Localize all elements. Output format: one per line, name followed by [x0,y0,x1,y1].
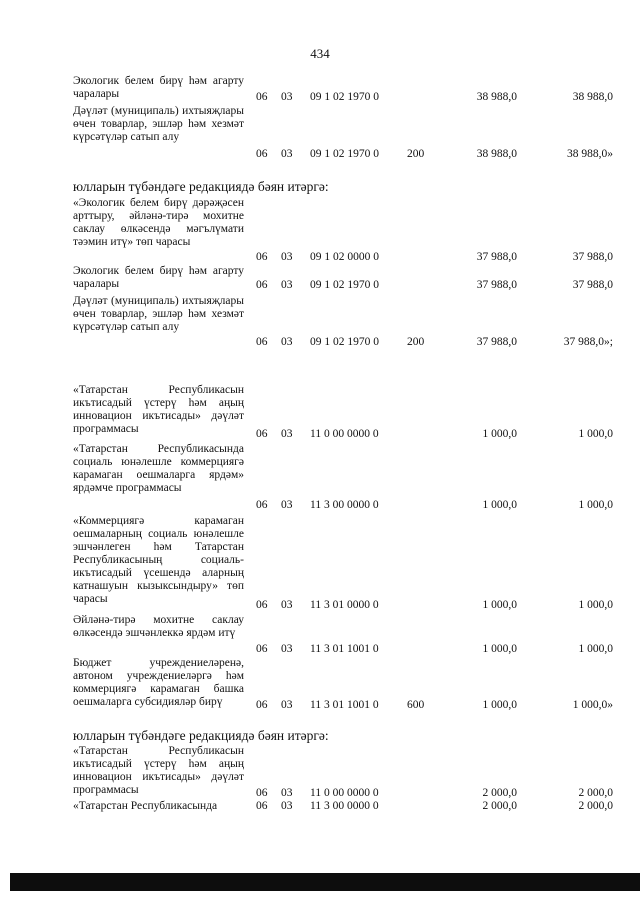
row-section-code: 06 [256,279,268,291]
row-amount-1: 2 000,0 [482,800,517,812]
row-name: «Татарстан Республикасын икътисадый үстерү һәм аңың инновацион икътисады» дәүләт программасы [73,745,244,796]
row-section-code: 06 [256,499,268,511]
row-amount-1: 1 000,0 [482,428,517,440]
row-amount-2: 1 000,0 [578,643,613,655]
row-target-code: 09 1 02 1970 0 [310,279,379,291]
row-section-code: 06 [256,643,268,655]
row-amount-2: 2 000,0 [578,800,613,812]
row-amount-2: 1 000,0 [578,428,613,440]
row-amount-1: 1 000,0 [482,499,517,511]
row-amount-1: 1 000,0 [482,643,517,655]
row-amount-1: 1 000,0 [482,599,517,611]
row-subsection-code: 03 [281,499,293,511]
row-amount-2: 38 988,0» [567,148,613,160]
row-amount-1: 38 988,0 [476,91,517,103]
row-amount-1: 2 000,0 [482,787,517,799]
row-subsection-code: 03 [281,699,293,711]
row-amount-1: 38 988,0 [476,148,517,160]
row-name: Экологик белем бирү һәм агарту чаралары [73,265,244,290]
row-section-code: 06 [256,148,268,160]
row-subsection-code: 03 [281,251,293,263]
row-section-code: 06 [256,251,268,263]
row-amount-1: 37 988,0 [476,251,517,263]
row-subsection-code: 03 [281,428,293,440]
row-name: «Экологик белем бирү дәрәҗәсен арттыру, әйләнә-тирә мохитне саклау өлкәсендә мәгълүмати тәэмин итү» төп чарасы [73,197,244,248]
row-expense-type: 600 [407,699,425,711]
row-name: Экологик белем бирү һәм агарту чаралары [73,75,244,100]
row-target-code: 11 3 00 0000 0 [310,499,379,511]
row-subsection-code: 03 [281,91,293,103]
row-target-code: 11 0 00 0000 0 [310,787,379,799]
row-target-code: 11 3 00 0000 0 [310,800,379,812]
row-target-code: 09 1 02 1970 0 [310,148,379,160]
row-subsection-code: 03 [281,800,293,812]
row-subsection-code: 03 [281,148,293,160]
row-amount-2: 37 988,0 [572,279,613,291]
row-amount-2: 37 988,0»; [563,336,613,348]
row-subsection-code: 03 [281,279,293,291]
row-name: Дәүләт (муниципаль) ихтыяҗлары өчен товарлар, эшләр һәм хезмәт күрсәтүләр сатып алу [73,105,244,143]
row-amount-2: 1 000,0 [578,499,613,511]
row-subsection-code: 03 [281,643,293,655]
row-target-code: 11 3 01 1001 0 [310,643,379,655]
row-subsection-code: 03 [281,599,293,611]
row-target-code: 11 0 00 0000 0 [310,428,379,440]
row-section-code: 06 [256,787,268,799]
section-heading: юлларын түбәндәге редакциядә бәян итәргә: [73,179,329,194]
scan-edge-bar [10,873,640,891]
row-name: «Татарстан Республикасында социаль юнәлешле коммерциягә карамаган оешмаларга ярдәм» ярдәмче программасы [73,443,244,494]
row-target-code: 11 3 01 1001 0 [310,699,379,711]
row-name: «Татарстан Республикасында [73,800,218,812]
row-amount-1: 37 988,0 [476,279,517,291]
row-name: Бюджет учреждениеләренә, автоном учреждениеләргә һәм коммерциягә карамаган башка оешмаларга субсидияләр бирү [73,657,244,708]
row-name: Дәүләт (муниципаль) ихтыяҗлары өчен товарлар, эшләр һәм хезмәт күрсәтүләр сатып алу [73,295,244,333]
page-number: 434 [310,46,330,61]
row-target-code: 09 1 02 0000 0 [310,251,379,263]
row-expense-type: 200 [407,336,425,348]
row-section-code: 06 [256,599,268,611]
row-expense-type: 200 [407,148,425,160]
row-name: Әйләнә-тирә мохитне саклау өлкәсендә эшчәнлеккә ярдәм итү [73,614,244,639]
section-heading: юлларын түбәндәге редакциядә бәян итәргә: [73,728,329,743]
row-amount-1: 37 988,0 [476,336,517,348]
row-amount-2: 1 000,0» [572,699,613,711]
row-amount-1: 1 000,0 [482,699,517,711]
row-name: «Коммерциягә карамаган оешмаларның социаль юнәлешле эшчәнлеген һәм Татарстан Республикасының социаль-икътисадый үсешендә аларның катнашуын кызыксындыру» төп чарасы [73,515,244,605]
row-subsection-code: 03 [281,787,293,799]
row-section-code: 06 [256,336,268,348]
row-amount-2: 37 988,0 [572,251,613,263]
row-section-code: 06 [256,91,268,103]
row-name: «Татарстан Республикасын икътисадый үстерү һәм аңың инновацион икътисады» дәүләт программасы [73,384,244,435]
row-target-code: 09 1 02 1970 0 [310,91,379,103]
row-amount-2: 1 000,0 [578,599,613,611]
row-section-code: 06 [256,800,268,812]
row-target-code: 09 1 02 1970 0 [310,336,379,348]
row-amount-2: 38 988,0 [572,91,613,103]
row-subsection-code: 03 [281,336,293,348]
row-section-code: 06 [256,428,268,440]
row-amount-2: 2 000,0 [578,787,613,799]
row-section-code: 06 [256,699,268,711]
row-target-code: 11 3 01 0000 0 [310,599,379,611]
